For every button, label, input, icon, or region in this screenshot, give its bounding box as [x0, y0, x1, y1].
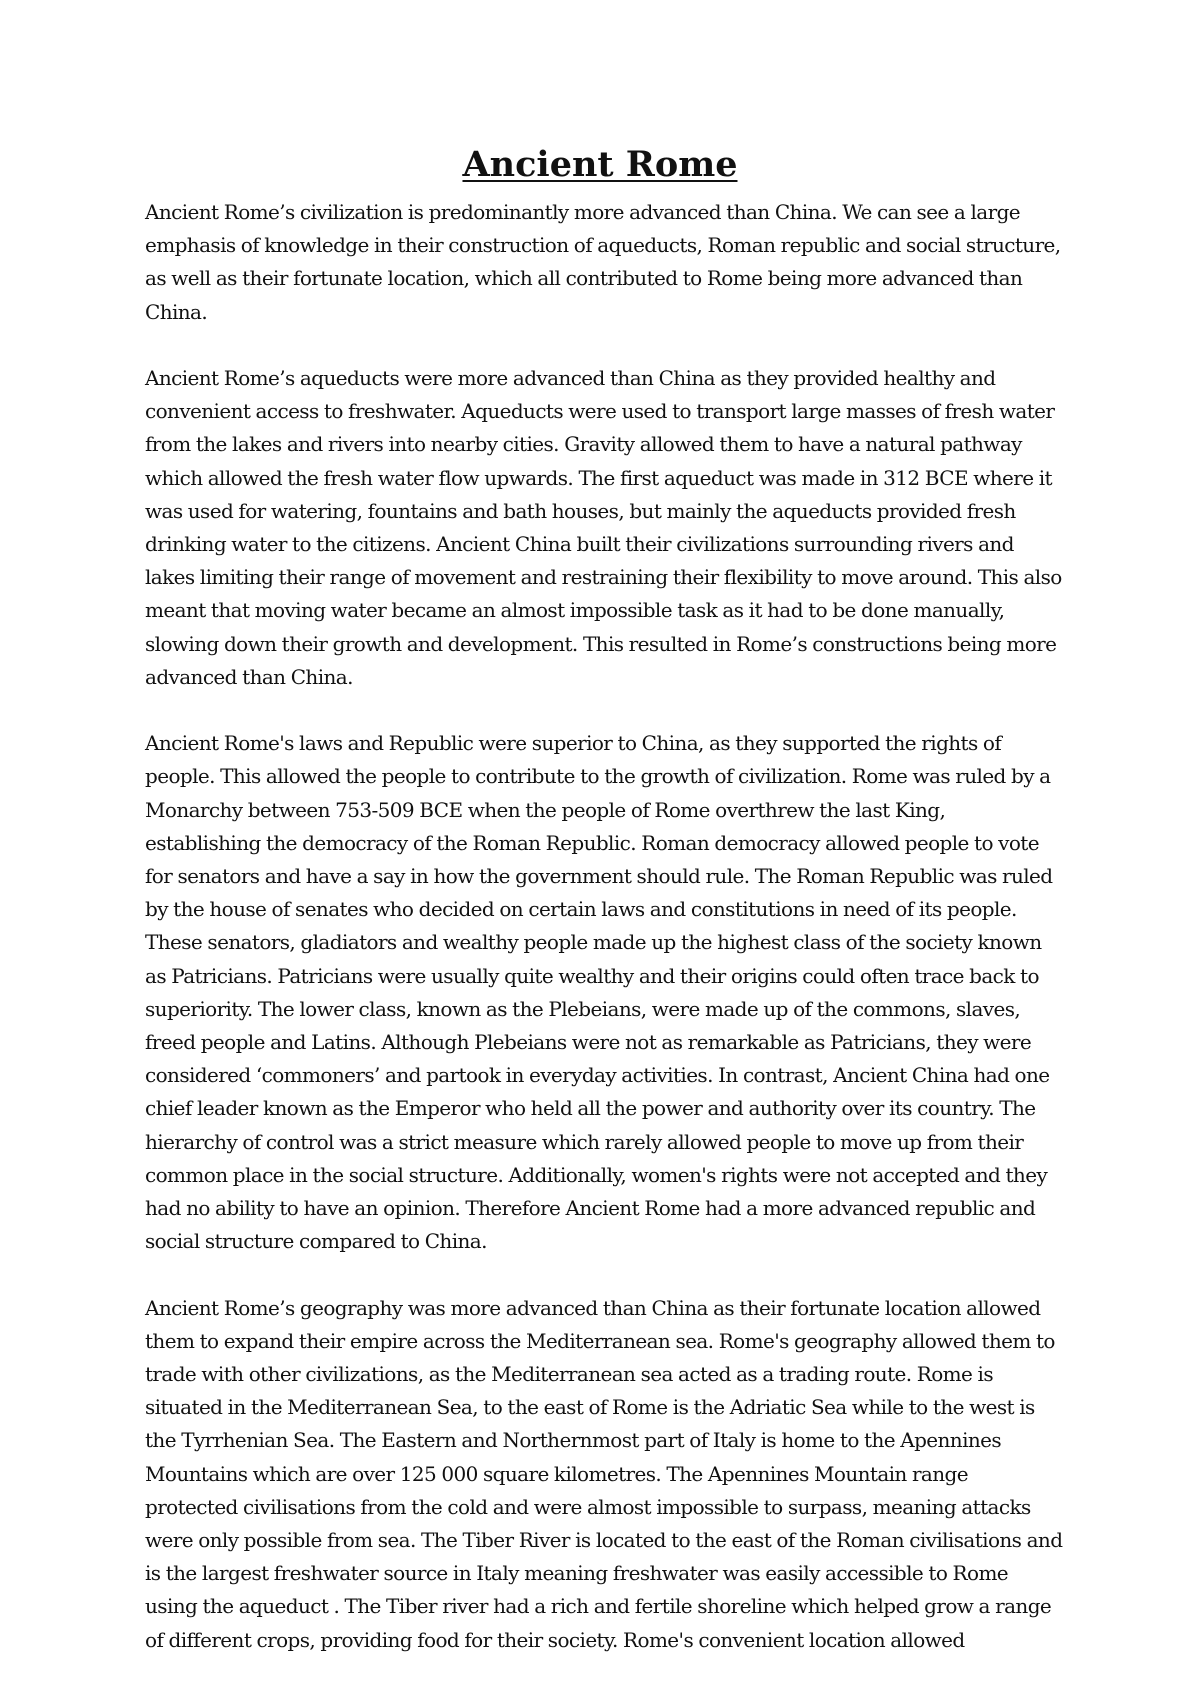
paragraph-aqueducts: Ancient Rome’s aqueducts were more advanced than China as they provided healthy and convenient access to freshwater. Aqueducts were used to transport large masses of fresh water from the lakes and rivers into nearby cities. Gravity allowed them to have a natural pathway which allowed the fresh water flow upwards. The first aqueduct was made in 312 BCE where it was used for watering, fountains and bath houses, but mainly the aqueducts provided fresh drinking water to the citizens. Ancient China built their civilizations surrounding rivers and lakes limiting their range of movement and restraining their flexibility to move around. This also meant that moving water became an almost impossible task as it had to be done manually, slowing down their growth and development. This resulted in Rome’s constructions being more advanced than China.	[145, 366, 1062, 689]
document-title	[0, 141, 1200, 189]
paragraph-republic: Ancient Rome's laws and Republic were superior to China, as they supported the rights of people. This allowed the people to contribute to the growth of civilization. Rome was ruled by a Monarchy between 753-509 BCE when the people of Rome overthrew the last King, establishing the democracy of the Roman Republic. Roman democracy allowed people to vote for senators and have a say in how the government should rule. The Roman Republic was ruled by the house of senates who decided on certain laws and constitutions in need of its people. These senators, gladiators and wealthy people made up the highest class of the society known as Patricians. Patricians were usually quite wealthy and their origins could often trace back to superiority. The lower class, known as the Plebeians, were made up of the commons, slaves, freed people and Latins. Although Plebeians were not as remarkable as Patricians, they were considered ‘commoners’ and partook in everyday activities. In contrast, Ancient China had one chief leader known as the Emperor who held all the power and authority over its country. The hierarchy of control was a strict measure which rarely allowed people to move up from their common place in the social structure. Additionally, women's rights were not accepted and they had no ability to have an opinion. Therefore Ancient Rome had a more advanced republic and social structure compared to China.	[145, 731, 1053, 1254]
paragraph-introduction: Ancient Rome’s civilization is predominantly more advanced than China. We can see a large emphasis of knowledge in their construction of aqueducts, Roman republic and social structure, as well as their fortunate location, which all contributed to Rome being more advanced than China.	[145, 200, 1061, 324]
document-body	[145, 196, 1065, 1690]
document-title-text: Ancient Rome	[462, 144, 738, 185]
paragraph-geography: Ancient Rome’s geography was more advanced than China as their fortunate location allowed them to expand their empire across the Mediterranean sea. Rome's geography allowed them to trade with other civilizations, as the Mediterranean sea acted as a trading route. Rome is situated in the Mediterranean Sea, to the east of Rome is the Adriatic Sea while to the west is the Tyrrhenian Sea. The Eastern and Northernmost part of Italy is home to the Apennines Mountains which are over 125 000 square kilometres. The Apennines Mountain range protected civilisations from the cold and were almost impossible to surpass, meaning attacks were only possible from sea. The Tiber River is located to the east of the Roman civilisations and is the largest freshwater source in Italy meaning freshwater was easily accessible to Rome using the aqueduct . The Tiber river had a rich and fertile shoreline which helped grow a range of different crops, providing food for their society. Rome's convenient location allowed	[145, 1295, 1063, 1652]
